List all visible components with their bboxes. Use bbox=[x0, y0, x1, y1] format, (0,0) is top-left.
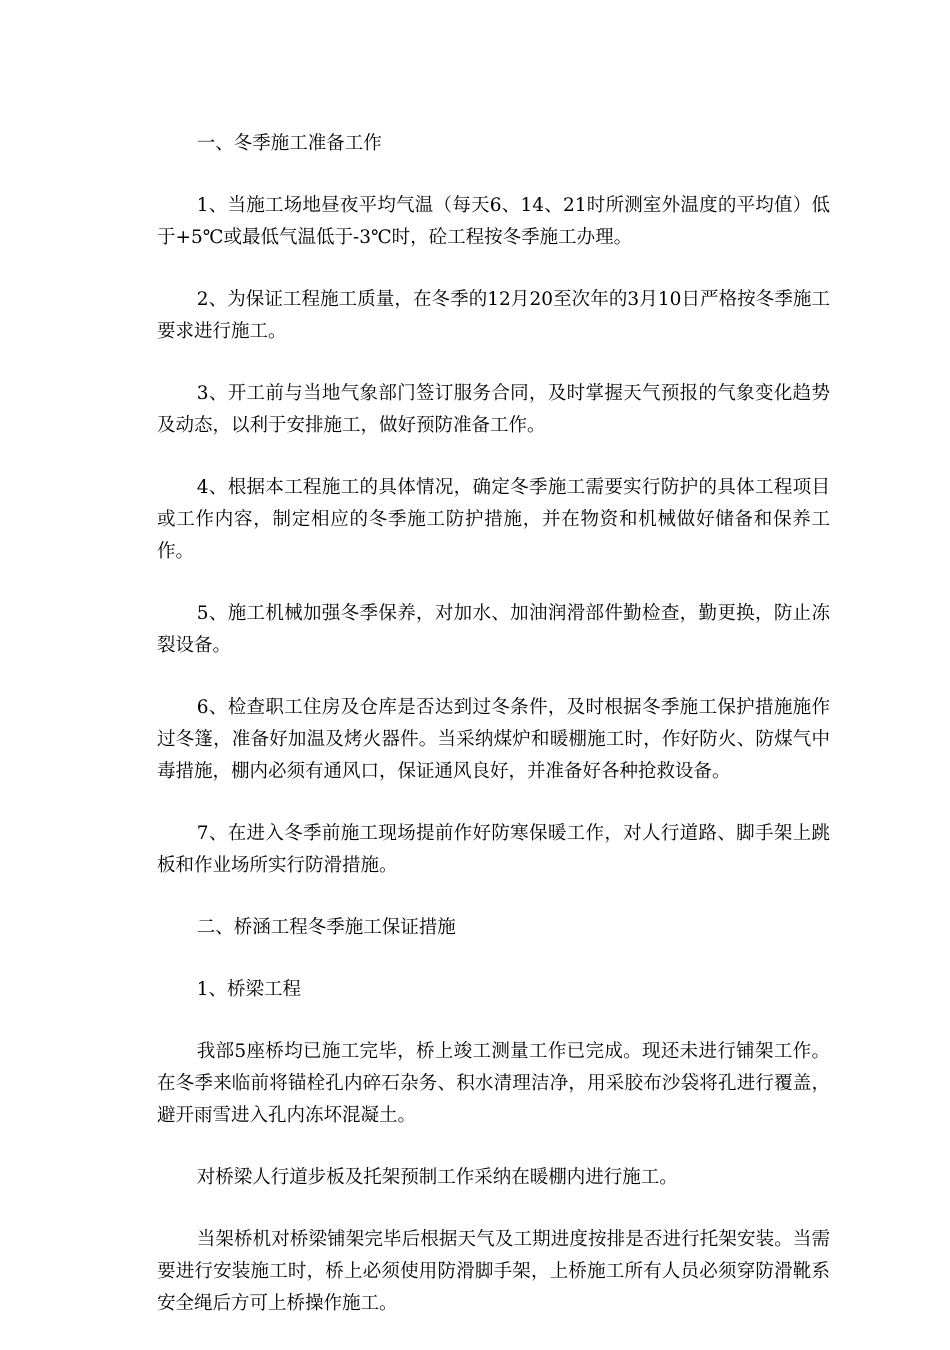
paragraph-2: 2、为保证工程施工质量，在冬季的12月20至次年的3月10日严格按冬季施工要求进行施工。 bbox=[157, 289, 830, 342]
paragraph-10: 当架桥机对桥梁铺架完毕后根据天气及工期进度按排是否进行托架安装。当需要进行安装施工时，桥上必须使用防滑脚手架，上桥施工所有人员必须穿防滑靴系安全绳后方可上桥操作施工。 bbox=[157, 1229, 830, 1314]
paragraph-9: 对桥梁人行道步板及托架预制工作采纳在暖棚内进行施工。 bbox=[196, 1167, 678, 1188]
section-heading-bridge-measures: 二、桥涵工程冬季施工保证措施 bbox=[196, 917, 456, 938]
paragraph-1: 1、当施工场地昼夜平均气温（每天6、14、21时所测室外温度的平均值）低于+5℃或最低气温低于-3℃时，砼工程按冬季施工办理。 bbox=[157, 195, 830, 248]
document-page bbox=[157, 128, 830, 1350]
paragraph-3: 3、开工前与当地气象部门签订服务合同，及时掌握天气预报的气象变化趋势及动态，以利于安排施工，做好预防准备工作。 bbox=[157, 383, 830, 436]
paragraph-5: 5、施工机械加强冬季保养，对加水、加油润滑部件勤检查，勤更换，防止冻裂设备。 bbox=[157, 603, 830, 656]
paragraph-4: 4、根据本工程施工的具体情况，确定冬季施工需要实行防护的具体工程项目或工作内容，制定相应的冬季施工防护措施，并在物资和机械做好储备和保养工作。 bbox=[157, 477, 830, 562]
paragraph-7: 7、在进入冬季前施工现场提前作好防寒保暖工作，对人行道路、脚手架上跳板和作业场所实行防滑措施。 bbox=[157, 823, 830, 876]
paragraph-6: 6、检查职工住房及仓库是否达到过冬条件，及时根据冬季施工保护措施施作过冬篷，准备好加温及烤火器件。当采纳煤炉和暖棚施工时，作好防火、防煤气中毒措施，棚内必须有通风口，保证通风良好，并准备好各种抢救设备。 bbox=[157, 697, 830, 782]
section-heading-winter-prep: 一、冬季施工准备工作 bbox=[196, 133, 382, 154]
subsection-heading-bridge-works: 1、桥梁工程 bbox=[196, 979, 302, 1000]
paragraph-8: 我部5座桥均已施工完毕，桥上竣工测量工作已完成。现还未进行铺架工作。在冬季来临前将锚栓孔内碎石杂务、积水清理洁净，用采胶布沙袋将孔进行覆盖，避开雨雪进入孔内冻坏混凝土。 bbox=[157, 1041, 830, 1126]
